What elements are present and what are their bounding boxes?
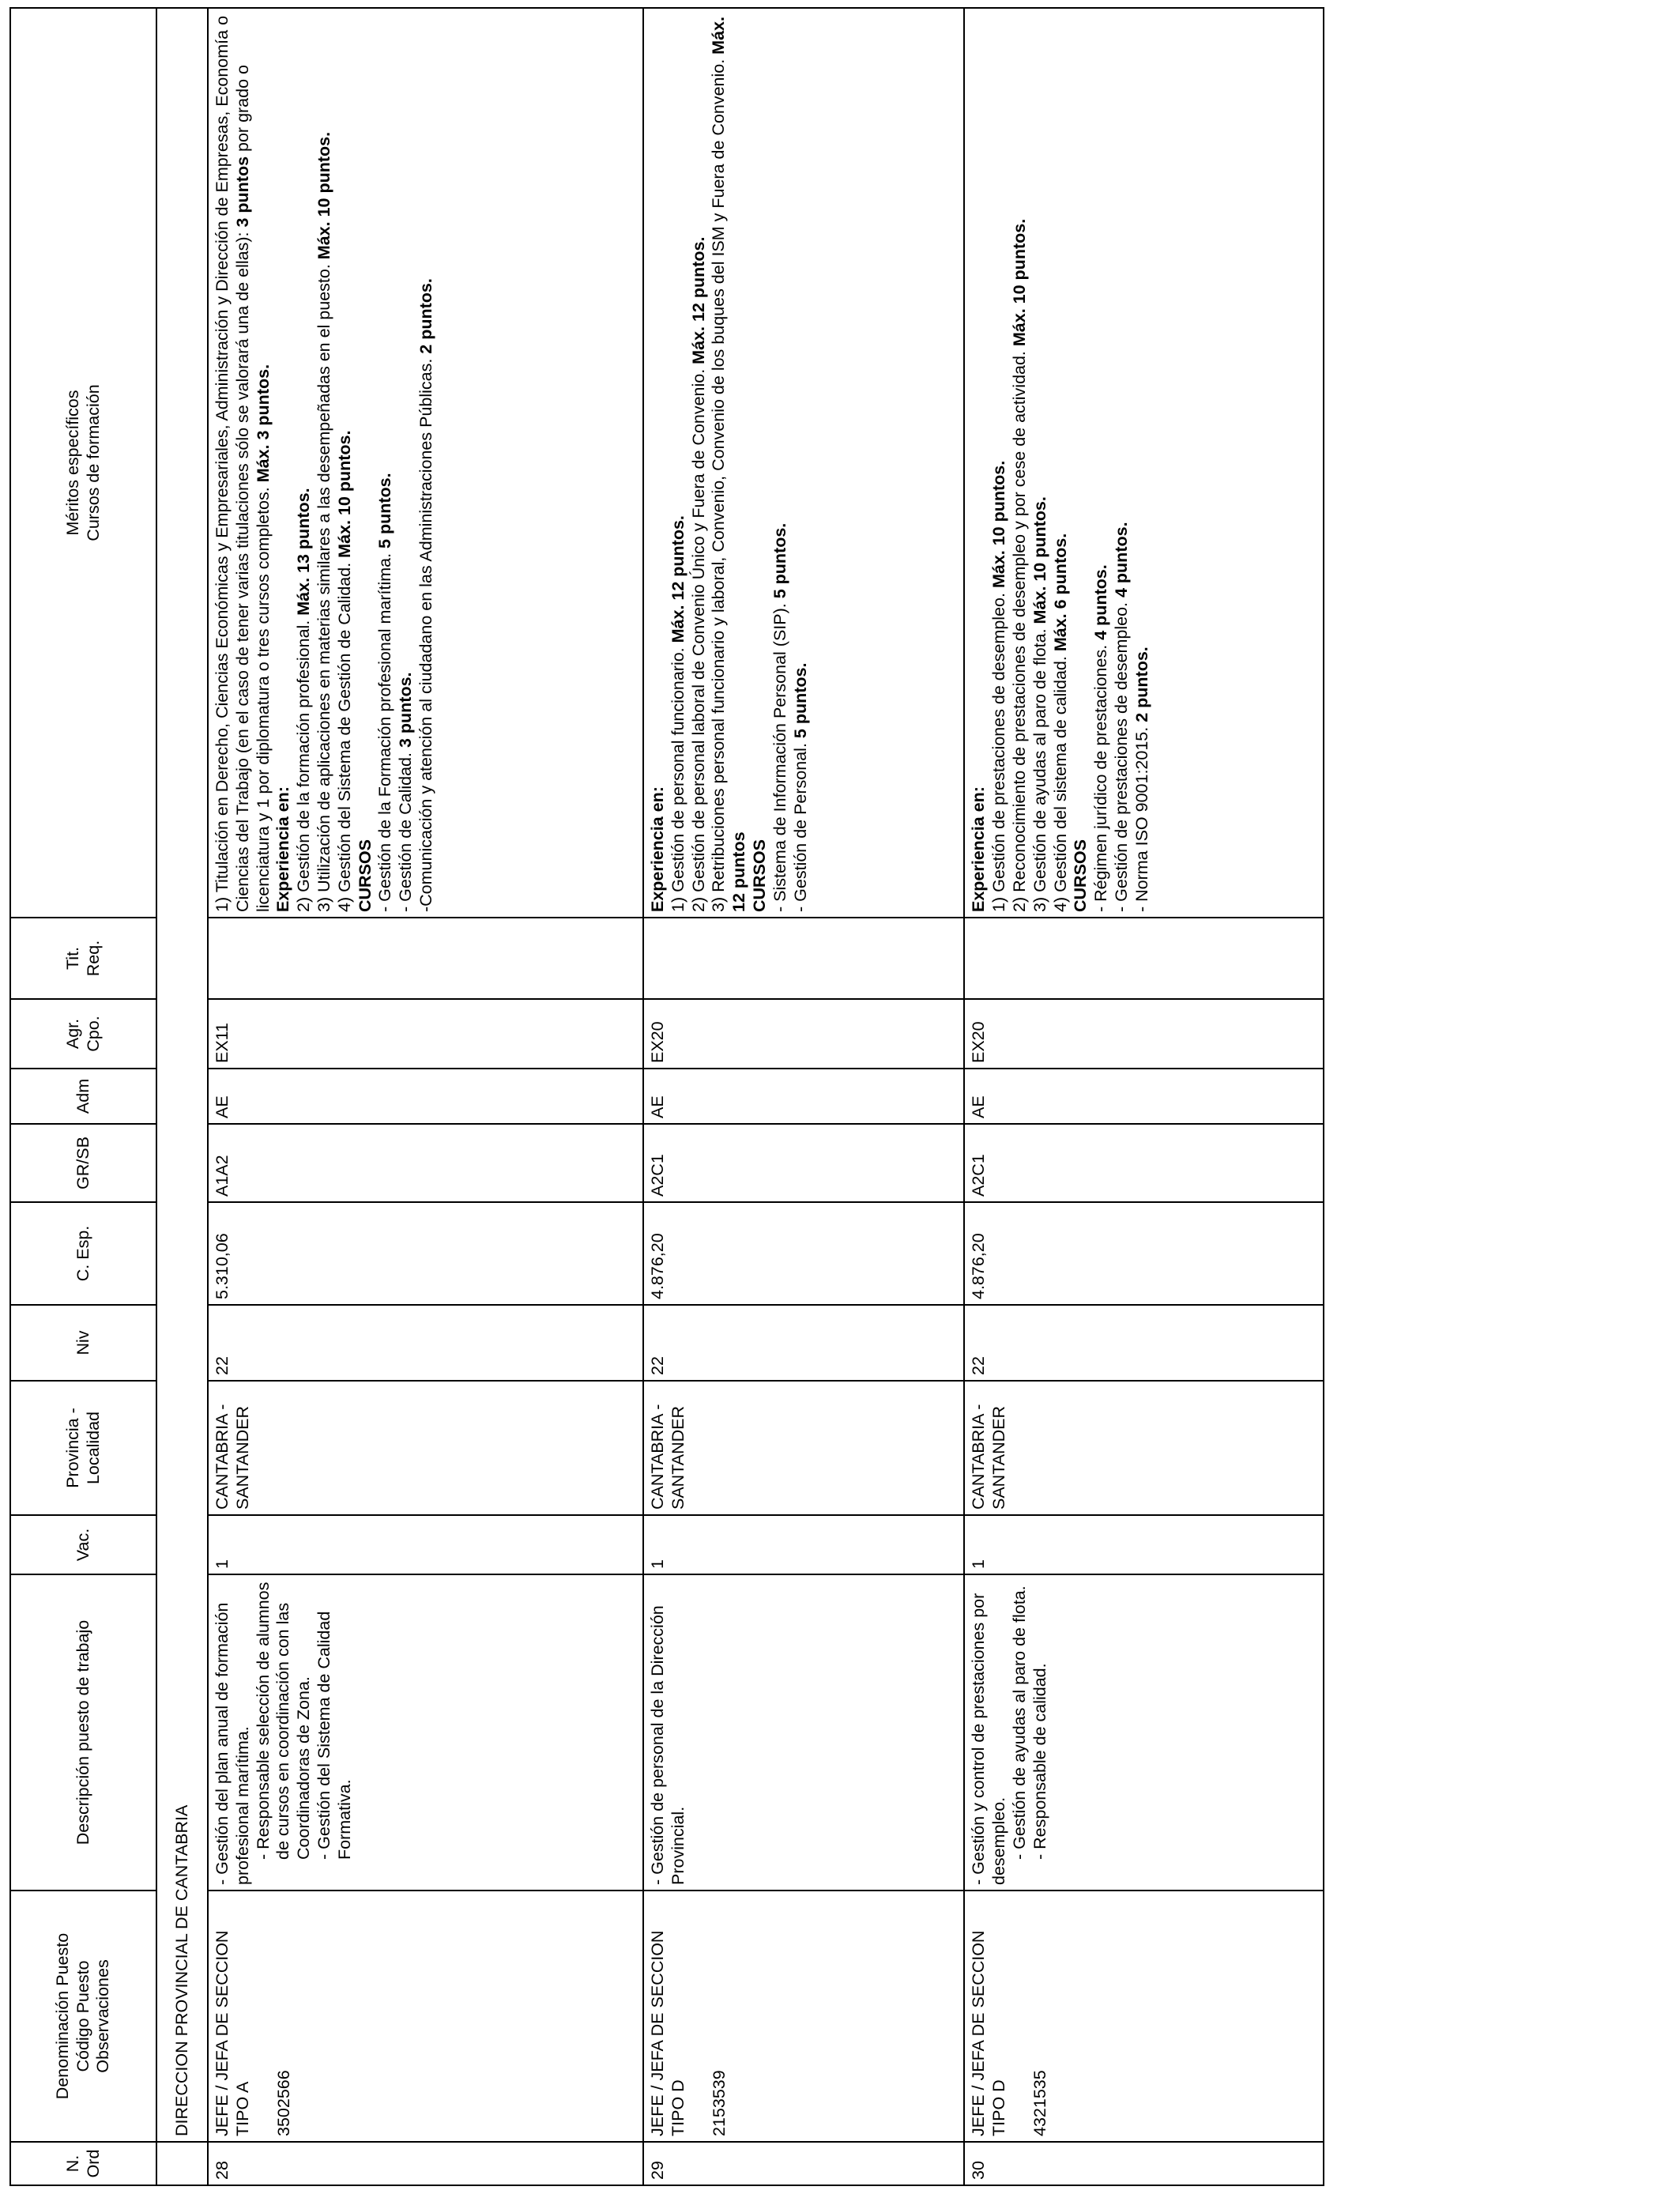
merit-emphasis: 2 puntos.: [416, 278, 435, 354]
header-n-ord: N. Ord: [10, 2142, 156, 2185]
gr-sb-cell: A2C1: [643, 1124, 964, 1202]
descripcion-line: - Responsable de calidad.: [1030, 1663, 1049, 1860]
header-gr-sb: GR/SB: [10, 1124, 156, 1202]
header-tit-req: Tit. Req.: [10, 918, 156, 999]
merit-line: [356, 13, 376, 912]
merit-emphasis: Máx. 10 puntos.: [314, 131, 333, 260]
denominacion-cell: [208, 1891, 643, 2142]
merit-text: - Gestión de la Formación profesional marítima.: [375, 548, 395, 912]
c-esp-cell: 5.310,06: [208, 1202, 643, 1305]
merit-text: - Gestión de prestaciones de desempleo.: [1111, 598, 1131, 912]
merit-text: 3) Utilización de aplicaciones en materias similares a las desempeñadas en el puesto.: [314, 259, 333, 912]
vac-cell: 1: [643, 1515, 964, 1574]
position-title: JEFE / JEFA DE SECCION TIPO A: [213, 1930, 252, 2136]
merit-text: por grado o licenciatura y 1 por diplomatura o tres cursos completos.: [232, 65, 273, 912]
header-provincia: Provincia - Localidad: [10, 1381, 156, 1515]
merit-line: [1030, 13, 1051, 912]
merit-emphasis: 4 puntos.: [1091, 564, 1111, 640]
table-row: [208, 8, 643, 2185]
adm-cell: AE: [208, 1069, 643, 1124]
n-ord-cell: 30: [964, 2142, 1324, 2185]
gr-sb-cell: A2C1: [964, 1124, 1324, 1202]
merit-text: - Régimen jurídico de prestaciones.: [1091, 639, 1111, 912]
n-ord-cell: 29: [643, 2142, 964, 2185]
agr-cpo-cell: EX20: [964, 999, 1324, 1069]
positions-table-container: [9, 9, 1324, 2186]
merit-text: - Norma ISO 9001:2015.: [1132, 722, 1151, 912]
merit-emphasis: CURSOS: [750, 839, 770, 912]
merit-line: [273, 13, 294, 912]
merit-emphasis: 2 puntos.: [1132, 647, 1151, 722]
merit-line: [669, 13, 689, 912]
header-niv: Niv: [10, 1305, 156, 1381]
merit-text: 3) Retribuciones personal funcionario y laboral, Convenio, Convenio de los buques del ISM y Fuera de Convenio.: [709, 54, 729, 912]
merit-line: [1071, 13, 1091, 912]
header-c-esp: C. Esp.: [10, 1202, 156, 1305]
tit-req-cell: [643, 918, 964, 999]
table-row: [643, 8, 964, 2185]
merit-emphasis: CURSOS: [355, 839, 375, 912]
header-agr-cpo: Agr. Cpo.: [10, 999, 156, 1069]
merit-line: [989, 13, 1010, 912]
merit-emphasis: Experiencia en:: [273, 786, 293, 912]
merit-line: [709, 13, 750, 912]
position-code: 3502566: [273, 2070, 293, 2136]
niv-cell: 22: [208, 1305, 643, 1381]
merit-emphasis: Máx. 13 puntos.: [294, 488, 314, 616]
header-row: [10, 8, 156, 2185]
meritos-cell: [964, 8, 1324, 918]
table-row: [964, 8, 1324, 2185]
position-title: JEFE / JEFA DE SECCION TIPO D: [969, 1930, 1009, 2136]
merit-line: [969, 13, 989, 912]
header-descripcion: Descripción puesto de trabajo: [10, 1574, 156, 1891]
descripcion-cell: [964, 1574, 1324, 1891]
merit-emphasis: Máx. 12 puntos.: [688, 236, 708, 364]
merit-line: [1132, 13, 1153, 912]
merit-line: [1010, 13, 1030, 912]
merit-line: [335, 13, 356, 912]
agr-cpo-cell: EX20: [643, 999, 964, 1069]
gr-sb-cell: A1A2: [208, 1124, 643, 1202]
vac-cell: 1: [964, 1515, 1324, 1574]
merit-text: 4) Gestión del Sistema de Gestión de Calidad.: [334, 557, 354, 912]
denominacion-cell: [964, 1891, 1324, 2142]
merit-text: 3) Gestión de ayudas al paro de flota.: [1030, 624, 1049, 912]
descripcion-line: - Gestión de ayudas al paro de flota.: [1009, 1585, 1029, 1860]
merit-line: [770, 13, 791, 912]
merit-line: [1112, 13, 1132, 912]
niv-cell: 22: [964, 1305, 1324, 1381]
merit-emphasis: Máx. 10 puntos.: [1030, 496, 1049, 624]
merit-emphasis: Experiencia en:: [648, 786, 668, 912]
tit-req-cell: [208, 918, 643, 999]
merit-text: 1) Gestión de personal funcionario.: [668, 643, 687, 912]
agr-cpo-cell: EX11: [208, 999, 643, 1069]
c-esp-cell: 4.876,20: [643, 1202, 964, 1305]
descripcion-line: - Gestión y control de prestaciones por desempleo.: [969, 1593, 1009, 1885]
descripcion-line: - Responsable selección de alumnos de cursos en coordinación con las Coordinadoras de Zona.: [253, 1581, 314, 1860]
merit-emphasis: 4 puntos.: [1111, 522, 1131, 598]
positions-table: [9, 7, 1324, 2186]
merit-line: [294, 13, 315, 912]
merit-emphasis: Máx. 10 puntos.: [1009, 218, 1029, 347]
descripcion-line: - Gestión del plan anual de formación profesional marítima.: [213, 1602, 252, 1885]
merit-text: -Comunicación y atención al ciudadano en las Administraciones Públicas.: [416, 353, 435, 912]
provincia-cell: CANTABRIA - SANTANDER: [964, 1381, 1324, 1515]
merit-text: 2) Reconocimiento de prestaciones de desempleo y por cese de actividad.: [1009, 346, 1029, 912]
descripcion-cell: [208, 1574, 643, 1891]
position-code: 4321535: [1030, 2070, 1049, 2136]
descripcion-line: - Gestión de personal de la Dirección Provincial.: [648, 1605, 687, 1885]
provincia-cell: CANTABRIA - SANTANDER: [643, 1381, 964, 1515]
merit-line: [396, 13, 416, 912]
merit-line: [416, 13, 437, 912]
merit-emphasis: Máx. 12 puntos: [709, 17, 749, 912]
merit-emphasis: Máx. 6 puntos.: [1050, 533, 1070, 652]
header-adm: Adm: [10, 1069, 156, 1124]
merit-emphasis: 5 puntos.: [790, 662, 810, 739]
header-meritos: Méritos específicos Cursos de formación: [10, 8, 156, 918]
merit-line: [1051, 13, 1072, 912]
adm-cell: AE: [643, 1069, 964, 1124]
merit-text: - Gestión de Personal.: [790, 738, 810, 912]
merit-line: [315, 13, 335, 912]
merit-text: 2) Gestión de la formación profesional.: [294, 615, 314, 912]
merit-text: 1) Gestión de prestaciones de desempleo.: [989, 588, 1009, 912]
position-title: JEFE / JEFA DE SECCION TIPO D: [648, 1930, 687, 2136]
header-vac: Vac.: [10, 1515, 156, 1574]
section-spacer-cell: [156, 2142, 208, 2185]
adm-cell: AE: [964, 1069, 1324, 1124]
merit-emphasis: Experiencia en:: [969, 786, 989, 912]
merit-emphasis: Máx. 10 puntos.: [334, 430, 354, 558]
merit-text: - Gestión de Calidad.: [396, 748, 416, 912]
vac-cell: 1: [208, 1515, 643, 1574]
merit-line: [213, 13, 273, 912]
c-esp-cell: 4.876,20: [964, 1202, 1324, 1305]
merit-text: 1) Titulación en Derecho, Ciencias Económicas y Empresariales, Administración y Dirección de Empresas, Economía o Ciencias del Trabajo (en el caso de tener varias titulaciones sólo se valorará una de ellas):: [213, 15, 252, 912]
n-ord-cell: 28: [208, 2142, 643, 2185]
merit-emphasis: 3 puntos: [232, 156, 252, 228]
merit-line: [791, 13, 812, 912]
merit-emphasis: 3 puntos.: [396, 672, 416, 748]
header-denominacion: Denominación Puesto Código Puesto Observaciones: [10, 1891, 156, 2142]
descripcion-line: - Gestión del Sistema de Calidad Formativa.: [314, 1611, 354, 1860]
merit-line: [375, 13, 396, 912]
merit-emphasis: CURSOS: [1071, 839, 1090, 912]
merit-emphasis: 5 puntos.: [375, 473, 395, 548]
merit-text: - Sistema de Información Personal (SIP).: [770, 598, 789, 912]
position-code: 2153539: [709, 2070, 729, 2136]
merit-line: [750, 13, 770, 912]
merit-emphasis: Máx. 3 puntos.: [253, 364, 273, 483]
provincia-cell: CANTABRIA - SANTANDER: [208, 1381, 643, 1515]
merit-line: [689, 13, 710, 912]
denominacion-cell: [643, 1891, 964, 2142]
meritos-cell: [643, 8, 964, 918]
descripcion-cell: [643, 1574, 964, 1891]
merit-text: 2) Gestión de personal laboral de Convenio Único y Fuera de Convenio.: [688, 364, 708, 912]
meritos-cell: [208, 8, 643, 918]
merit-emphasis: 5 puntos.: [770, 522, 789, 599]
niv-cell: 22: [643, 1305, 964, 1381]
tit-req-cell: [964, 918, 1324, 999]
section-title: DIRECCION PROVINCIAL DE CANTABRIA: [156, 8, 208, 2142]
merit-line: [648, 13, 669, 912]
merit-line: [1091, 13, 1112, 912]
merit-text: 4) Gestión del sistema de calidad.: [1050, 651, 1070, 912]
merit-emphasis: Máx. 10 puntos.: [989, 460, 1009, 589]
merit-emphasis: Máx. 12 puntos.: [668, 515, 687, 643]
section-row: [156, 8, 208, 2185]
